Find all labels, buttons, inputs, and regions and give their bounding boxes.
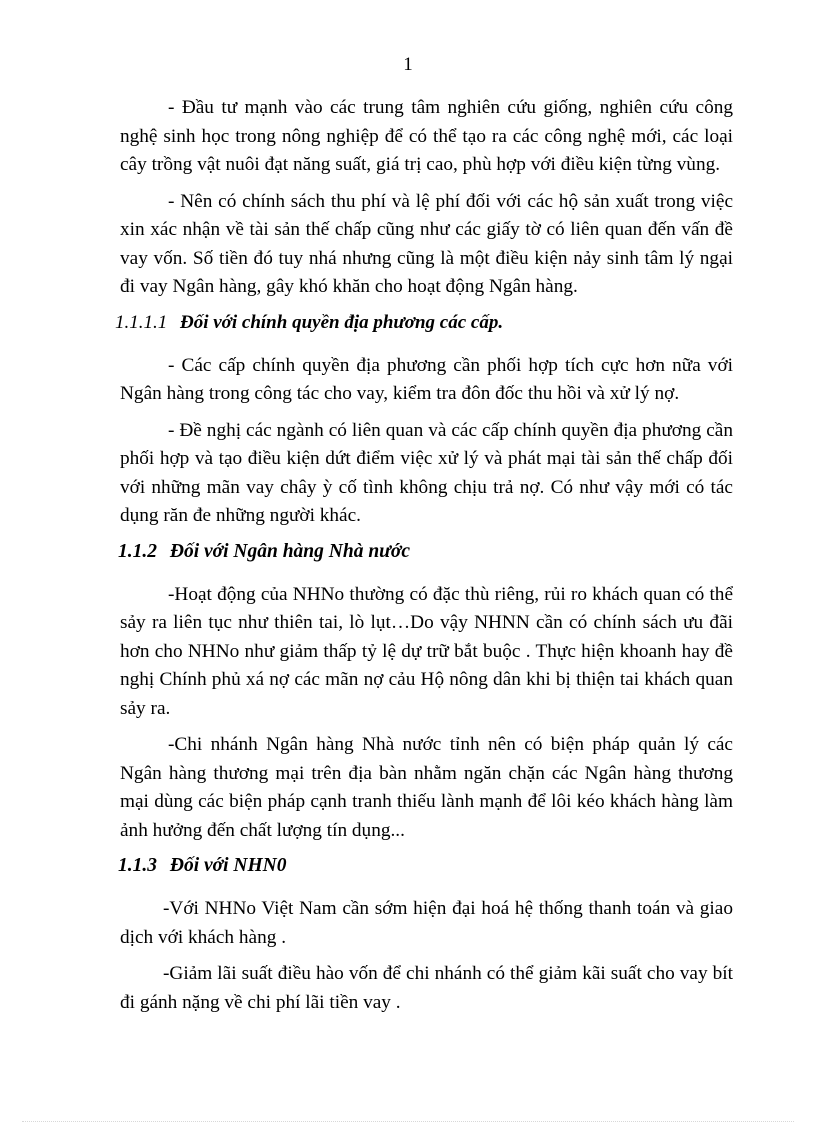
page-number: 1 (403, 54, 413, 75)
paragraph: - Đầu tư mạnh vào các trung tâm nghiên cứu giống, nghiên cứu công nghệ sinh học trong nông nghiệp để có thể tạo ra các công nghệ mới, các loại cây trồng vật nuôi đạt năng suất, giá trị cao, phù hợp với điều kiện từng vùng. (120, 97, 733, 175)
section-heading (115, 310, 733, 336)
section-title: Đối với chính quyền địa phương các cấp. (180, 311, 504, 333)
page-bottom-divider (22, 1121, 794, 1122)
paragraph: -Giảm lãi suất điều hào vốn để chi nhánh có thể giảm kãi suất cho vay bít đi gánh nặng về chi phí lãi tiền vay . (120, 963, 733, 1013)
section-title: Đối với Ngân hàng Nhà nước (169, 540, 410, 562)
section-heading (118, 539, 733, 565)
paragraph: -Hoạt động của NHNo thường có đặc thù riêng, rủi ro khách quan có thể sảy ra liên tục như thiên tai, lò lụt…Do vậy NHNN cần có chính sách ưu đãi hơn cho NHNo như giảm thấp tỷ lệ dự trữ bắt buộc . Thực hiện khoanh hay đề nghị Chính phủ xá nợ các mãn nợ cảu Hộ nông dân khi bị thiện tai khách quan sảy ra. (120, 583, 733, 719)
section-heading (118, 853, 733, 879)
paragraph: - Nên có chính sách thu phí và lệ phí đối với các hộ sản xuất trong việc xin xác nhận về tài sản thế chấp cũng như các giấy tờ có liên quan đến vấn đề vay vốn. Số tiền đó tuy nhá nhưng cũng là một điều kiện nảy sinh tâm lý ngại đi vay Ngân hàng, gây khó khăn cho hoạt động Ngân hàng. (120, 190, 733, 297)
paragraph: -Chi nhánh Ngân hàng Nhà nước tỉnh nên có biện pháp quản lý các Ngân hàng thương mại trên địa bàn nhằm ngăn chặn các Ngân hàng thương mại dùng các biện pháp cạnh tranh thiếu lành mạnh để lôi kéo khách hàng làm ảnh hưởng đến chất lượng tín dụng... (120, 734, 733, 841)
section-number: 1.1.1.1 (115, 311, 168, 333)
document-body (115, 94, 733, 1025)
paragraph: - Các cấp chính quyền địa phương cần phối hợp tích cực hơn nữa với Ngân hàng trong công tác cho vay, kiểm tra đôn đốc thu hồi và xử lý nợ. (120, 354, 733, 404)
section-number: 1.1.3 (118, 855, 157, 876)
section-title: Đối với NHN0 (169, 855, 287, 876)
section-number: 1.1.2 (118, 540, 157, 562)
paragraph: - Đề nghị các ngành có liên quan và các cấp chính quyền địa phương cần phối hợp và tạo điều kiện dứt điểm việc xử lý và phát mại tài sản thế chấp đối với những mãn vay chây ỳ cố tình không chịu trả nợ. Có như vậy mới có tác dụng răn đe những người khác. (120, 419, 733, 526)
paragraph: -Với NHNo Việt Nam cần sớm hiện đại hoá hệ thống thanh toán và giao dịch với khách hàng . (120, 898, 733, 948)
